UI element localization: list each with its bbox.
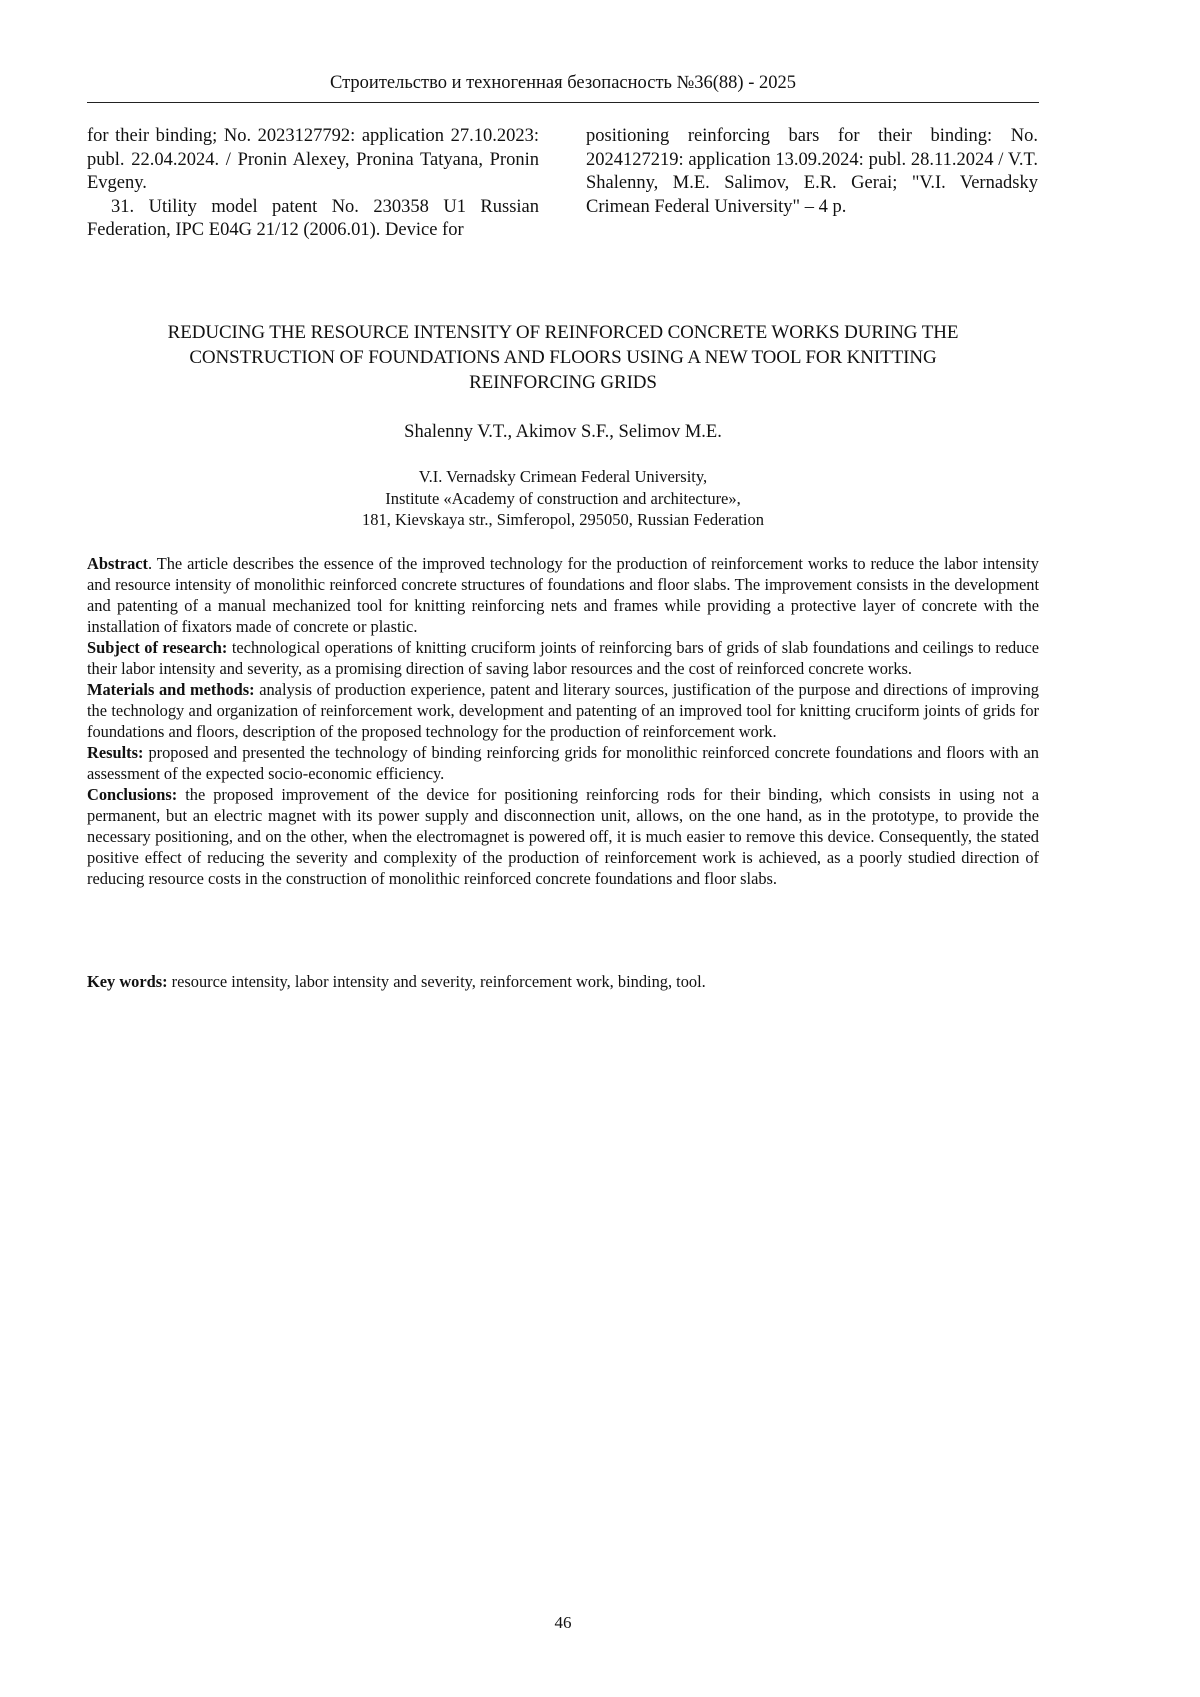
affiliation-line: V.I. Vernadsky Crimean Federal University, — [418, 467, 708, 486]
reference-31-start: 31. Utility model patent No. 230358 U1 Russian Federation, IPC E04G 21/12 (2006.01). Device for — [87, 196, 539, 240]
results-label: Results: — [87, 743, 144, 762]
conclusions-label: Conclusions: — [87, 785, 178, 804]
references-right-column — [586, 125, 1038, 219]
abstract-label: Abstract — [87, 554, 148, 573]
keywords-label: Key words: — [87, 972, 168, 991]
results-paragraph — [87, 742, 1039, 784]
article-authors: Shalenny V.T., Akimov S.F., Selimov M.E. — [404, 422, 722, 442]
affiliation-line: Institute «Academy of construction and architecture», — [385, 488, 741, 508]
affiliation-line: 181, Kievskaya str., Simferopol, 295050, Russian Federation — [362, 510, 764, 529]
keywords-text: resource intensity, labor intensity and severity, reinforcement work, binding, tool. — [167, 972, 706, 991]
methods-label: Materials and methods: — [87, 680, 255, 699]
conclusions-paragraph — [87, 784, 1039, 889]
conclusions-text: the proposed improvement of the device for positioning reinforcing rods for their binding, which consists in using not a permanent, but an electric magnet with its power supply and disconnection unit, allows, on the one hand, as in the prototype, to provide the necessary positioning, and on the other, when the electromagnet is powered off, it is much easier to remove this device. Consequently, the stated positive effect of reducing the severity and complexity of the production of reinforcement work is achieved, as a poorly studied direction of reducing resource costs in the construction of monolithic reinforced concrete foundations and floor slabs. — [87, 785, 1039, 888]
reference-31-end: positioning reinforcing bars for their binding: No. 2024127219: application 13.09.2024: publ. 28.11.2024 / V.T. Shalenny, M.E. Salimov, E.R. Gerai; "V.I. Vernadsky Crimean Federal University" – 4 p. — [586, 126, 1038, 217]
article-title — [87, 320, 1039, 395]
abstract-section — [87, 553, 1039, 889]
article-affiliation — [87, 466, 1039, 531]
references-left-column — [87, 125, 539, 243]
abstract-text: . The article describes the essence of the improved technology for the production of reinforcement works to reduce the labor intensity and resource intensity of monolithic reinforced concrete structures of foundations and floor slabs. The improvement consists in the development and patenting of a manual mechanized tool for knitting reinforcing nets and frames while providing a protective layer of concrete with the installation of fixators made of concrete or plastic. — [87, 554, 1039, 636]
header-divider — [87, 102, 1039, 103]
subject-paragraph — [87, 637, 1039, 679]
page-number: 46 — [554, 1613, 572, 1632]
reference-continuation: for their binding; No. 2023127792: application 27.10.2023: publ. 22.04.2024. / Pronin Alexey, Pronina Tatyana, Pronin Evgeny. — [87, 126, 539, 193]
article-title-line: REINFORCING GRIDS — [469, 372, 657, 393]
methods-text: analysis of production experience, patent and literary sources, justification of the purpose and directions of improving the technology and organization of reinforcement work, development and patenting of an improved tool for knitting cruciform joints of grids for foundations and floors, description of the proposed technology for the production of reinforcement work. — [87, 680, 1039, 741]
subject-text: technological operations of knitting cruciform joints of reinforcing bars of grids of slab foundations and ceilings to reduce their labor intensity and severity, as a promising direction of saving labor resources and the cost of reinforced concrete works. — [87, 638, 1039, 678]
subject-label: Subject of research: — [87, 638, 228, 657]
journal-header: Строительство и техногенная безопасность №36(88) - 2025 — [330, 73, 796, 93]
abstract-paragraph — [87, 553, 1039, 637]
article-title-line: CONSTRUCTION OF FOUNDATIONS AND FLOORS USING A NEW TOOL FOR KNITTING — [189, 347, 937, 368]
keywords-section — [87, 971, 1039, 992]
results-text: proposed and presented the technology of binding reinforcing grids for monolithic reinforced concrete foundations and floors with an assessment of the expected socio-economic efficiency. — [87, 743, 1039, 783]
methods-paragraph — [87, 679, 1039, 742]
article-title-line: REDUCING THE RESOURCE INTENSITY OF REINFORCED CONCRETE WORKS DURING THE — [167, 322, 959, 343]
